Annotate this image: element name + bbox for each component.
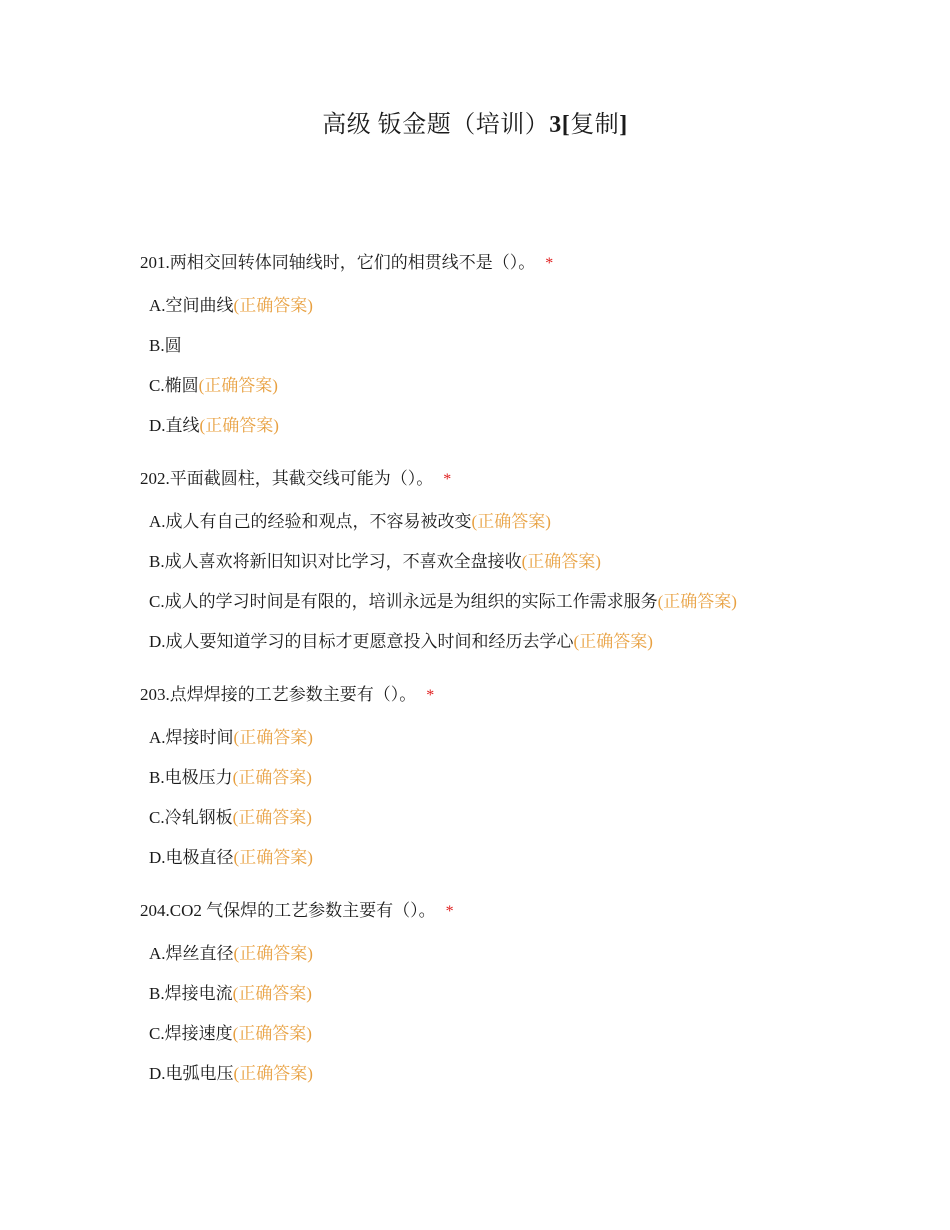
title-suffix: 3[ — [549, 112, 571, 138]
required-mark: * — [445, 903, 454, 920]
correct-answer-tag: (正确答案) — [232, 1024, 312, 1043]
option-b[interactable]: B.电极压力(正确答案) — [149, 768, 312, 787]
option-b[interactable]: B.焊接电流(正确答案) — [149, 984, 312, 1003]
correct-answer-tag: (正确答案) — [232, 808, 312, 827]
question-text: 202.平面截圆柱，其截交线可能为（）。 * — [140, 469, 452, 488]
option-d[interactable]: D.直线(正确答案) — [149, 416, 279, 435]
option-a[interactable]: A.成人有自己的经验和观点，不容易被改变(正确答案) — [149, 512, 551, 531]
option-d[interactable]: D.电弧电压(正确答案) — [149, 1064, 313, 1083]
required-mark: * — [443, 471, 452, 488]
correct-answer-tag: (正确答案) — [233, 728, 313, 747]
title-close: ] — [619, 112, 628, 138]
question-204 — [140, 894, 920, 1094]
option-list — [140, 718, 920, 878]
page-title — [0, 108, 950, 142]
question-list — [140, 246, 920, 1110]
option-c[interactable]: C.椭圆(正确答案) — [149, 376, 278, 395]
required-mark: * — [426, 687, 435, 704]
question-201 — [140, 246, 920, 446]
option-b[interactable]: B.成人喜欢将新旧知识对比学习，不喜欢全盘接收(正确答案) — [149, 552, 601, 571]
option-a[interactable]: A.焊丝直径(正确答案) — [149, 944, 313, 963]
question-text: 204.CO2 气保焊的工艺参数主要有（）。 * — [140, 901, 454, 920]
option-list — [140, 286, 920, 446]
question-text: 201.两相交回转体同轴线时，它们的相贯线不是（）。 * — [140, 253, 554, 272]
option-c[interactable]: C.焊接速度(正确答案) — [149, 1024, 312, 1043]
option-c[interactable]: C.冷轧钢板(正确答案) — [149, 808, 312, 827]
option-d[interactable]: D.电极直径(正确答案) — [149, 848, 313, 867]
question-203 — [140, 678, 920, 878]
correct-answer-tag: (正确答案) — [521, 552, 601, 571]
correct-answer-tag: (正确答案) — [233, 296, 313, 315]
required-mark: * — [545, 255, 554, 272]
option-d[interactable]: D.成人要知道学习的目标才更愿意投入时间和经历去学心(正确答案) — [149, 632, 653, 651]
option-list — [140, 502, 920, 662]
question-text: 203.点焊焊接的工艺参数主要有（）。 * — [140, 685, 435, 704]
correct-answer-tag: (正确答案) — [232, 768, 312, 787]
correct-answer-tag: (正确答案) — [573, 632, 653, 651]
option-a[interactable]: A.空间曲线(正确答案) — [149, 296, 313, 315]
option-b[interactable]: B.圆 — [149, 336, 182, 355]
question-202 — [140, 462, 920, 662]
correct-answer-tag: (正确答案) — [471, 512, 551, 531]
correct-answer-tag: (正确答案) — [232, 984, 312, 1003]
correct-answer-tag: (正确答案) — [198, 376, 278, 395]
correct-answer-tag: (正确答案) — [657, 592, 737, 611]
option-c[interactable]: C.成人的学习时间是有限的，培训永远是为组织的实际工作需求服务(正确答案) — [149, 592, 737, 611]
correct-answer-tag: (正确答案) — [233, 944, 313, 963]
correct-answer-tag: (正确答案) — [233, 1064, 313, 1083]
title-main: 高级 钣金题（培训） — [322, 112, 550, 138]
option-a[interactable]: A.焊接时间(正确答案) — [149, 728, 313, 747]
correct-answer-tag: (正确答案) — [233, 848, 313, 867]
option-list — [140, 934, 920, 1094]
correct-answer-tag: (正确答案) — [199, 416, 279, 435]
title-copy: 复制 — [570, 112, 620, 138]
